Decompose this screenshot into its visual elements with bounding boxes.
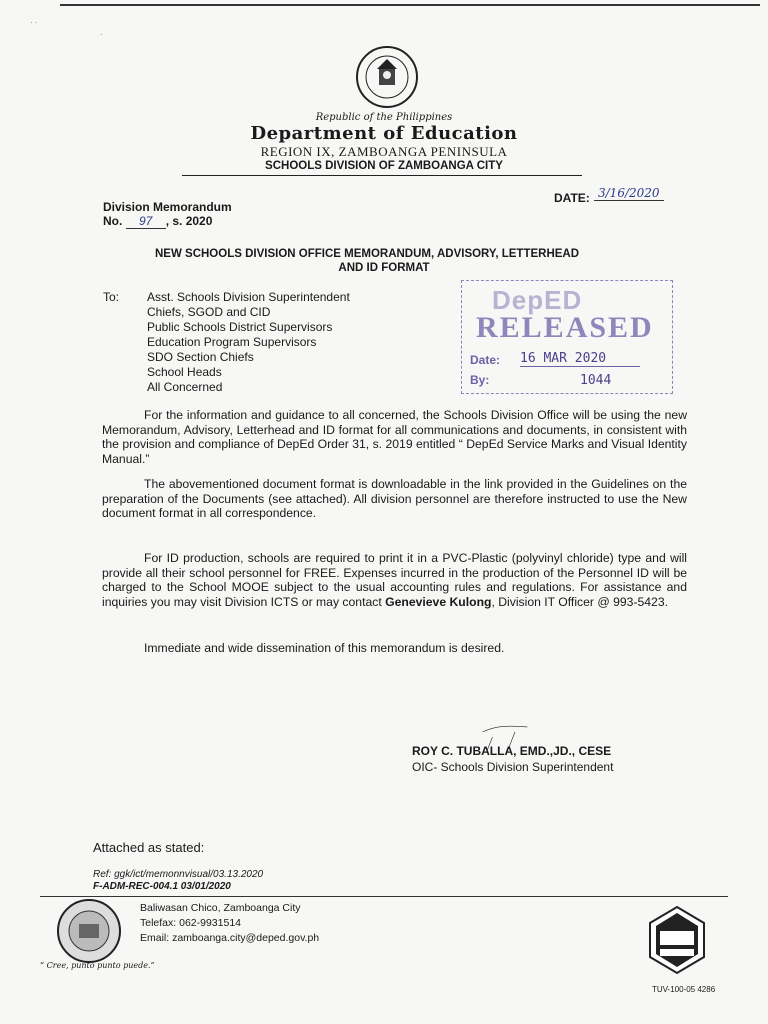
recipient-item: Chiefs, SGOD and CID	[147, 305, 271, 319]
republic-label: Republic of the Philippines	[315, 112, 453, 123]
signatory-title: OIC- Schools Division Superintendent	[412, 760, 614, 774]
footer-email: Email: zamboanga.city@deped.gov.ph	[140, 932, 320, 944]
footer-address: Baliwasan Chico, Zamboanga City	[140, 902, 301, 914]
stamp-org: DepED	[492, 285, 583, 315]
deped-seal-logo	[355, 45, 419, 109]
header-rule	[182, 175, 582, 176]
recipients-list	[147, 290, 350, 395]
recipient-item: Asst. Schools Division Superintendent	[147, 290, 350, 304]
region-label: REGION IX, ZAMBOANGA PENINSULA	[260, 144, 508, 159]
memo-number-line	[103, 214, 212, 229]
stamp-date-label: Date:	[470, 353, 501, 367]
attachment-note: Attached as stated:	[93, 840, 205, 855]
recipients-label: To:	[103, 290, 120, 304]
released-stamp	[461, 280, 673, 394]
stamp-by-label: By:	[470, 373, 490, 387]
paragraph-text: The abovementioned document format is downloadable in the link provided in the Guidelines on the preparation of the Documents (see attached). All division personnel are therefore instructed to use the New document format in all correspondence.	[102, 477, 687, 520]
stamp-by-value: 1044	[580, 373, 612, 388]
date-label: DATE:	[554, 191, 590, 205]
form-code: F-ADM-REC-004.1 03/01/2020	[93, 881, 231, 892]
date-value: 3/16/2020	[594, 186, 664, 201]
memo-title-line1: NEW SCHOOLS DIVISION OFFICE MEMORANDUM, ADVISORY, LETTERHEAD	[155, 248, 580, 260]
memo-number: 97	[126, 214, 166, 229]
body-paragraph	[102, 551, 687, 609]
recipient-item: Public Schools District Supervisors	[147, 320, 333, 334]
division-logo	[56, 898, 122, 964]
certification-code: TUV-100-05 4286	[652, 985, 716, 994]
top-edge-line	[60, 4, 760, 6]
signatory-name: ROY C. TUBALLA, EMD.,JD., CESE	[412, 744, 612, 758]
department-title: Department of Education	[250, 123, 518, 144]
memo-title-line2: AND ID FORMAT	[338, 262, 430, 274]
tuv-certification-logo	[646, 905, 708, 975]
stamp-date-value: 16 MAR 2020	[520, 351, 640, 367]
recipient-item: School Heads	[147, 365, 222, 379]
body-paragraph	[102, 408, 687, 466]
footer-telefax: Telefax: 062-9931514	[140, 917, 241, 929]
stamp-status: RELEASED	[476, 311, 654, 344]
body-paragraph	[102, 641, 687, 656]
memo-no-label: No.	[103, 214, 123, 228]
paragraph-text: For the information and guidance to all concerned, the Schools Division Office will be using the new Memorandum, Advisory, Letterhead and ID format for all communications and documents, in consistent with the provision and compliance of DepEd Order 31, s. 2019 entitled “ DepEd Service Marks and Visual Identity Manual.”	[102, 408, 687, 466]
recipient-item: SDO Section Chiefs	[147, 350, 254, 364]
scan-speck: ·	[100, 30, 103, 39]
reference-line: Ref: ggk/ict/memonnvisual/03.13.2020	[93, 869, 264, 880]
recipient-item: All Concerned	[147, 380, 223, 394]
memo-year: , s. 2020	[165, 214, 213, 228]
footer-rule	[40, 896, 728, 897]
paragraph-text: Immediate and wide dissemination of this memorandum is desired.	[144, 641, 505, 655]
paragraph-text: For ID production, schools are required to print it in a PVC-Plastic (polyvinyl chloride) type and will provide all their school personnel for FREE. Expenses incurred in the production of the Personnel ID will be charged to the School MOOE subject to the usual accounting rules and regulations. For assistance and inquiries you may visit Division ICTS or may contact	[102, 551, 687, 609]
scan-speck: · ·	[30, 18, 38, 27]
contact-name: Genevieve Kulong	[385, 594, 492, 609]
memo-type: Division Memorandum	[103, 200, 232, 214]
paragraph-text: , Division IT Officer @ 993-5423.	[491, 594, 668, 609]
division-motto: “ Cree, punto punto puede.”	[40, 961, 155, 970]
division-label: SCHOOLS DIVISION OF ZAMBOANGA CITY	[265, 160, 503, 172]
recipient-item: Education Program Supervisors	[147, 335, 317, 349]
body-paragraph	[102, 477, 687, 521]
